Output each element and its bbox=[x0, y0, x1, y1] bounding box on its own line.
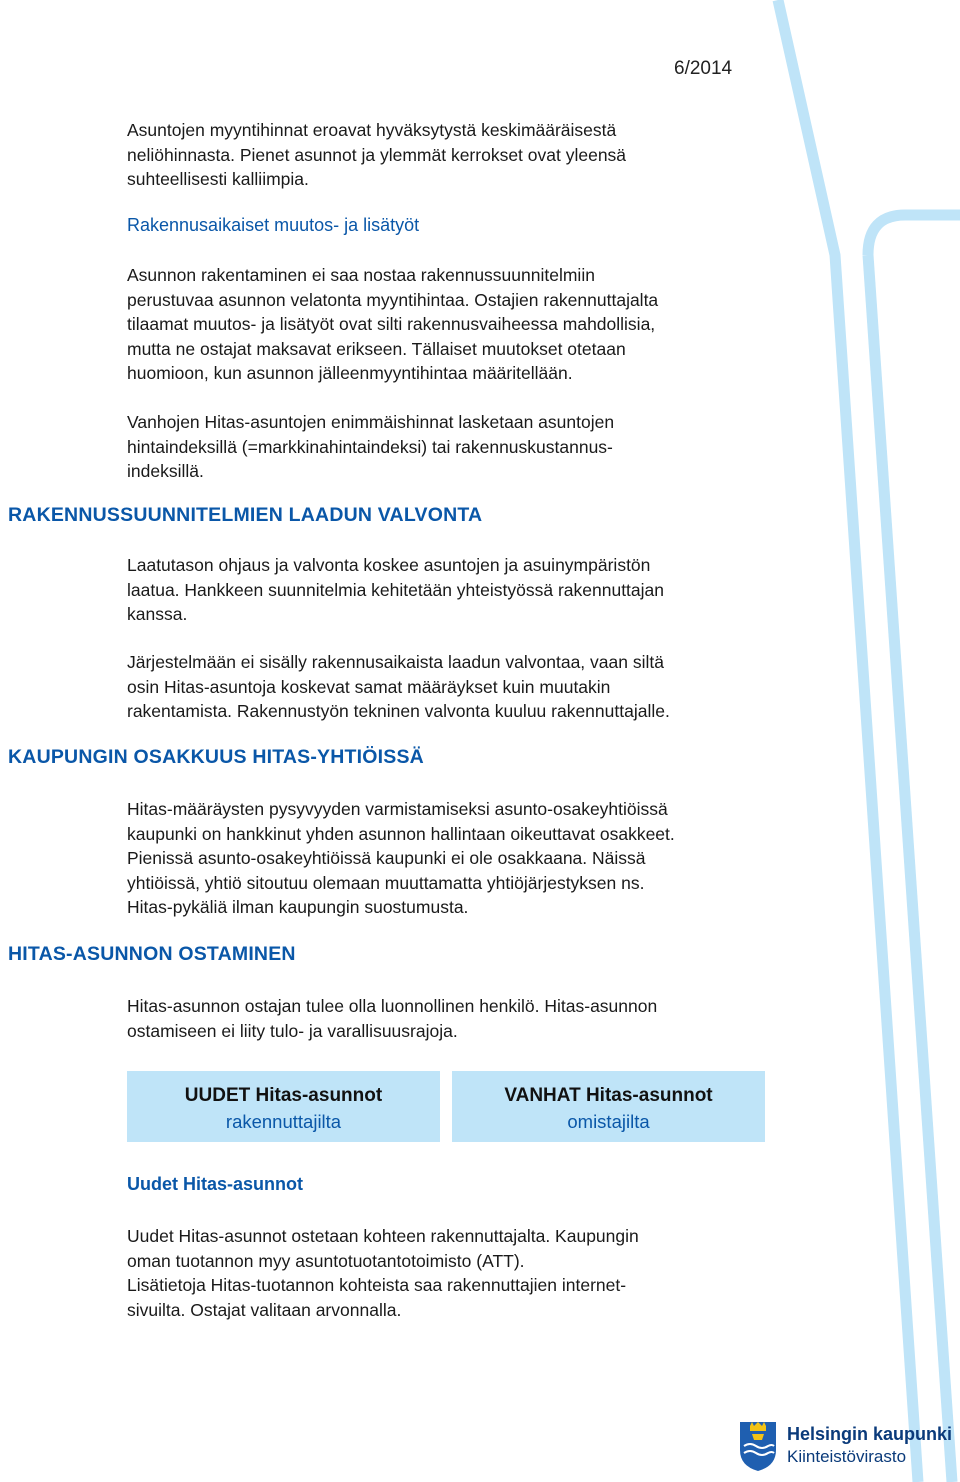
text-line: Uudet Hitas-asunnot ostetaan kohteen rakennuttajalta. Kaupungin bbox=[127, 1226, 639, 1246]
box-vanhat-hitas-asunnot bbox=[452, 1071, 765, 1142]
box-subtitle: omistajilta bbox=[567, 1111, 650, 1132]
text-line: osin Hitas-asuntoja koskevat samat määräykset kuin muutakin bbox=[127, 676, 611, 697]
box-uudet-hitas-asunnot bbox=[127, 1071, 440, 1142]
subheading-uudet-hitas-asunnot: Uudet Hitas-asunnot bbox=[127, 1174, 304, 1194]
ostaminen-paragraph bbox=[127, 994, 787, 1043]
text-line: kaupunki on hankkinut yhden asunnon hallintaan oikeuttavat osakkeet. bbox=[127, 823, 675, 844]
uudet-paragraph bbox=[127, 1224, 787, 1322]
text-line: perustuvaa asunnon velatonta myyntihintaa. Ostajien rakennuttajalta bbox=[127, 289, 659, 310]
text-line: neliöhinnasta. Pienet asunnot ja ylemmät kerrokset ovat yleensä bbox=[127, 144, 627, 165]
osakkuus-paragraph bbox=[127, 797, 787, 920]
muutos-paragraph-2 bbox=[127, 410, 787, 484]
text-line: Vanhojen Hitas-asuntojen enimmäishinnat lasketaan asuntojen bbox=[127, 412, 615, 432]
text-line: Hitas-asunnon ostajan tulee olla luonnollinen henkilö. Hitas-asunnon bbox=[127, 996, 658, 1016]
helsinki-logo bbox=[738, 1418, 953, 1474]
heading-kaupungin-osakkuus: KAUPUNGIN OSAKKUUS HITAS-YHTIÖISSÄ bbox=[8, 746, 424, 768]
heading-laadun-valvonta: RAKENNUSSUUNNITELMIEN LAADUN VALVONTA bbox=[8, 504, 483, 526]
intro-paragraph bbox=[127, 118, 787, 192]
text-line: Hitas-määräysten pysyvyyden varmistamiseksi asunto-osakeyhtiöissä bbox=[127, 799, 668, 819]
text-line: yhtiöissä, yhtiö sitoutuu olemaan muuttamatta yhtiöjärjestyksen ns. bbox=[127, 872, 645, 893]
text-line: Asuntojen myyntihinnat eroavat hyväksytystä keskimääräisestä bbox=[127, 120, 617, 140]
helsinki-crest-icon bbox=[738, 1420, 778, 1472]
text-line: Järjestelmään ei sisälly rakennusaikaista laadun valvontaa, vaan siltä bbox=[127, 652, 664, 672]
text-line: oman tuotannon myy asuntotuotantotoimisto (ATT). bbox=[127, 1250, 525, 1271]
text-line: Pienissä asunto-osakeyhtiöissä kaupunki ei ole osakkaana. Näissä bbox=[127, 848, 646, 869]
text-line: Hitas-pykäliä ilman kaupungin suostumusta. bbox=[127, 897, 469, 918]
heading-hitas-asunnon-ostaminen: HITAS-ASUNNON OSTAMINEN bbox=[8, 943, 296, 965]
document-date: 6/2014 bbox=[674, 58, 733, 79]
text-line: Lisätietoja Hitas-tuotannon kohteista saa rakennuttajien internet- bbox=[127, 1275, 627, 1296]
text-line: laatua. Hankkeen suunnitelmia kehitetään yhteistyössä rakennuttajan bbox=[127, 579, 665, 600]
subheading-muutostyot: Rakennusaikaiset muutos- ja lisätyöt bbox=[127, 215, 420, 235]
text-line: rakentamista. Rakennustyön tekninen valvonta kuuluu rakennuttajalle. bbox=[127, 701, 670, 722]
text-line: tilaamat muutos- ja lisätyöt ovat silti rakennusvaiheessa mahdollisia, bbox=[127, 314, 656, 335]
box-title: UUDET Hitas-asunnot bbox=[184, 1085, 383, 1106]
box-subtitle: rakennuttajilta bbox=[225, 1111, 342, 1132]
muutos-paragraph-1 bbox=[127, 263, 787, 386]
text-line: mutta ne ostajat maksavat erikseen. Tällaiset muutokset otetaan bbox=[127, 338, 626, 359]
text-line: kanssa. bbox=[127, 604, 188, 625]
text-line: suhteellisesti kalliimpia. bbox=[127, 169, 309, 190]
box-title: VANHAT Hitas-asunnot bbox=[504, 1085, 713, 1106]
text-line: Laatutason ohjaus ja valvonta koskee asuntojen ja asuinympäristön bbox=[127, 555, 651, 575]
laatu-paragraph-1 bbox=[127, 553, 787, 627]
text-line: huomioon, kun asunnon jälleenmyyntihintaa määritellään. bbox=[127, 363, 573, 384]
logo-line-1: Helsingin kaupunki bbox=[787, 1424, 953, 1444]
text-line: ostamiseen ei liity tulo- ja varallisuusrajoja. bbox=[127, 1020, 458, 1041]
text-line: hintaindeksillä (=markkinahintaindeksi) tai rakennuskustannus- bbox=[127, 436, 613, 457]
logo-line-2: Kiinteistövirasto bbox=[787, 1447, 907, 1466]
text-line: sivuilta. Ostajat valitaan arvonnalla. bbox=[127, 1299, 402, 1320]
text-line: Asunnon rakentaminen ei saa nostaa rakennussuunnitelmiin bbox=[127, 265, 595, 285]
laatu-paragraph-2 bbox=[127, 650, 787, 724]
text-line: indeksillä. bbox=[127, 461, 204, 482]
